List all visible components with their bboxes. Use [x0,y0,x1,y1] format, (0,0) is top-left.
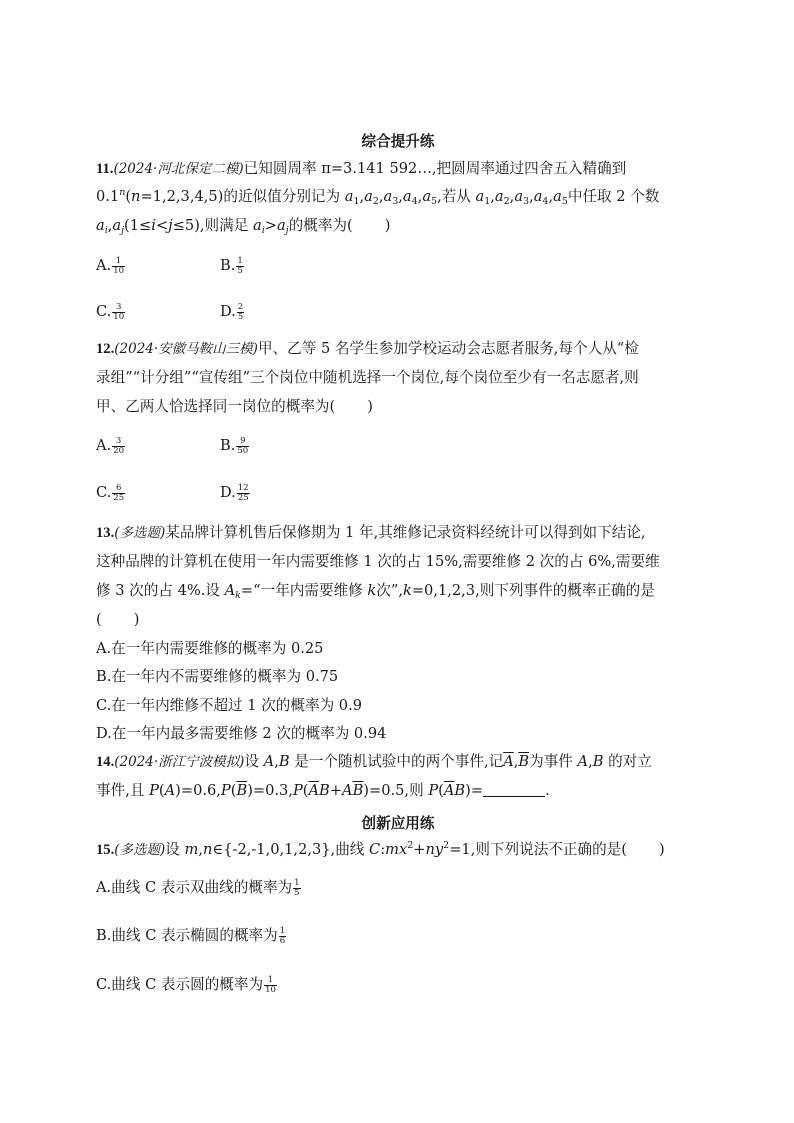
q15-option-c: C.曲线 C 表示圆的概率为 $\frac{1}{10}$ [96,974,276,995]
q14-answer-blank [483,782,545,797]
q15-option-a: A.曲线 C 表示双曲线的概率为 $\frac{1}{5}$ [96,877,300,898]
q15-option-b: B.曲线 C 表示椭圆的概率为 $\frac{1}{6}$ [96,925,286,946]
q12-number: 12. [96,341,115,357]
q11-source: (2024·河北保定二模) [113,161,244,177]
q13-option-a: A.在一年内需要维修的概率为 0.25 [96,640,324,657]
q14-line-2: 事件,且 $P(A)=0.6,P(\overline{B})=0.3,P(\overline{A}B+A\overline{B})=0.5$,则 $P(\overline{A}B)=$ . [96,782,550,799]
section-title-innovative: 创新应用练 [361,815,435,832]
q11-option-b: B. $\frac{1}{5}$ [220,255,243,276]
q11-line-3: $a_i,a_j(1\le i<j\le 5)$,则满足 $a_i>a_j$的概率为( ) [96,217,391,236]
q12-line-2: 录组”“计分组”“宣传组”三个岗位中随机选择一个岗位,每个岗位至少有一名志愿者,则 [96,369,639,386]
q13-option-c: C.在一年内维修不超过 1 次的概率为 0.9 [96,697,363,714]
q12-line-3: 甲、乙两人恰选择同一岗位的概率为( ) [96,398,373,415]
q14-source: (2024·浙江宁波模拟) [114,754,245,770]
q12-option-c: C. $\frac{6}{25}$ [96,482,125,503]
q12-line-1: 12.(2024·安徽马鞍山三模)甲、乙等 5 名学生参加学校运动会志愿者服务,每个人从“检 [96,340,639,357]
q12-option-a: A. $\frac{3}{20}$ [96,435,125,456]
q11-line-2: $0.1^n(n=1,2,3,4,5)$的近似值分别记为 $a_1,a_2,a_3,a_4,a_5$,若从 $a_1,a_2,a_3,a_4,a_5$中任取 2 个数 [96,187,660,207]
q15-tag: (多选题) [114,842,166,858]
q13-line-2: 这种品牌的计算机在使用一年内需要维修 1 次的占 15%,需要维修 2 次的占 6%,需要维 [96,553,660,570]
q12-option-d: D. $\frac{12}{25}$ [220,482,249,503]
q12-source: (2024·安徽马鞍山三模) [114,341,258,357]
q11-number: 11. [96,161,114,177]
q11-option-d: D. $\frac{2}{5}$ [220,301,244,322]
section-title-comprehensive: 综合提升练 [361,133,435,150]
q11-option-c: C. $\frac{3}{10}$ [96,301,125,322]
q13-number: 13. [96,525,115,541]
q14-number: 14. [96,754,115,770]
q13-tag: (多选题) [114,525,166,541]
q13-option-d: D.在一年内最多需要维修 2 次的概率为 0.94 [96,725,387,742]
q11-option-a: A. $\frac{1}{10}$ [96,255,125,276]
q13-line-1: 13.(多选题)某品牌计算机售后保修期为 1 年,其维修记录资料经统计可以得到如下结论, [96,524,646,541]
q13-line-4: ( ) [96,611,140,628]
q14-line-1: 14.(2024·浙江宁波模拟)设 A,B 是一个随机试验中的两个事件,记$\overline{A},\overline{B}$为事件 A,B 的对立 [96,753,652,770]
q15-number: 15. [96,842,115,858]
q13-line-3: 修 3 次的占 4%.设 $A_k=“$一年内需要维修 k次”,k=0,1,2,3,则下列事件的概率正确的是 [96,582,655,601]
q12-option-b: B. $\frac{9}{50}$ [220,435,249,456]
q11-line-1: 11.(2024·河北保定二模)已知圆周率 π=3.141 592…,把圆周率通过四舍五入精确到 [96,160,627,177]
q15-line-1: 15.(多选题)设 m,n∈{-2,-1,0,1,2,3},曲线 $C:mx^2+ny^2=1$,则下列说法不正确的是( ) [96,840,665,858]
q13-option-b: B.在一年内不需要维修的概率为 0.75 [96,668,339,685]
